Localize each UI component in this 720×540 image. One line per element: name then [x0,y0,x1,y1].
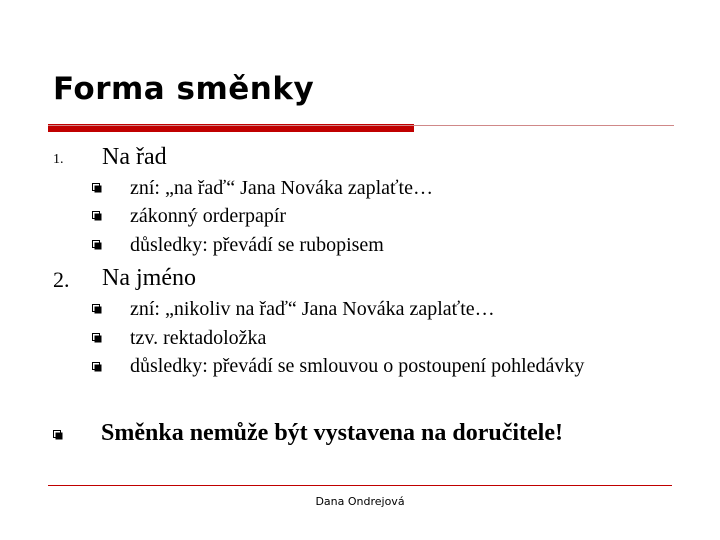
checkbox-bullet-icon [92,211,102,221]
section-2-item-1: zní: „nikoliv na řaď“ Jana Nováka zaplaťte… [130,298,495,320]
checkbox-bullet-icon [92,362,102,372]
section-1-item-1: zní: „na řaď“ Jana Nováka zaplaťte… [130,177,433,199]
checkbox-bullet-icon [92,240,102,250]
checkbox-bullet-icon [92,333,102,343]
section-1-item-2: zákonný orderpapír [130,205,287,227]
checkbox-bullet-icon [92,304,102,314]
section-2-item-2: tzv. rektadoložka [130,327,267,349]
checkbox-bullet-icon [92,183,102,193]
section-1-heading: Na řad [102,144,167,170]
checkbox-bullet-icon [53,430,63,440]
section-2-item-3: důsledky: převádí se smlouvou o postoupení pohledávky [130,355,585,377]
final-note: Směnka nemůže být vystavena na doručitele! [101,420,563,446]
title-underline-thin [48,125,674,126]
section-1-item-3: důsledky: převádí se rubopisem [130,234,384,256]
footer-author: Dana Ondrejová [315,495,405,508]
slide-title: Forma směnky [53,71,315,107]
section-2-heading: Na jméno [102,265,196,291]
section-2-number: 2. [53,267,70,292]
footer-rule [48,485,672,486]
section-1-number: 1. [53,152,64,167]
